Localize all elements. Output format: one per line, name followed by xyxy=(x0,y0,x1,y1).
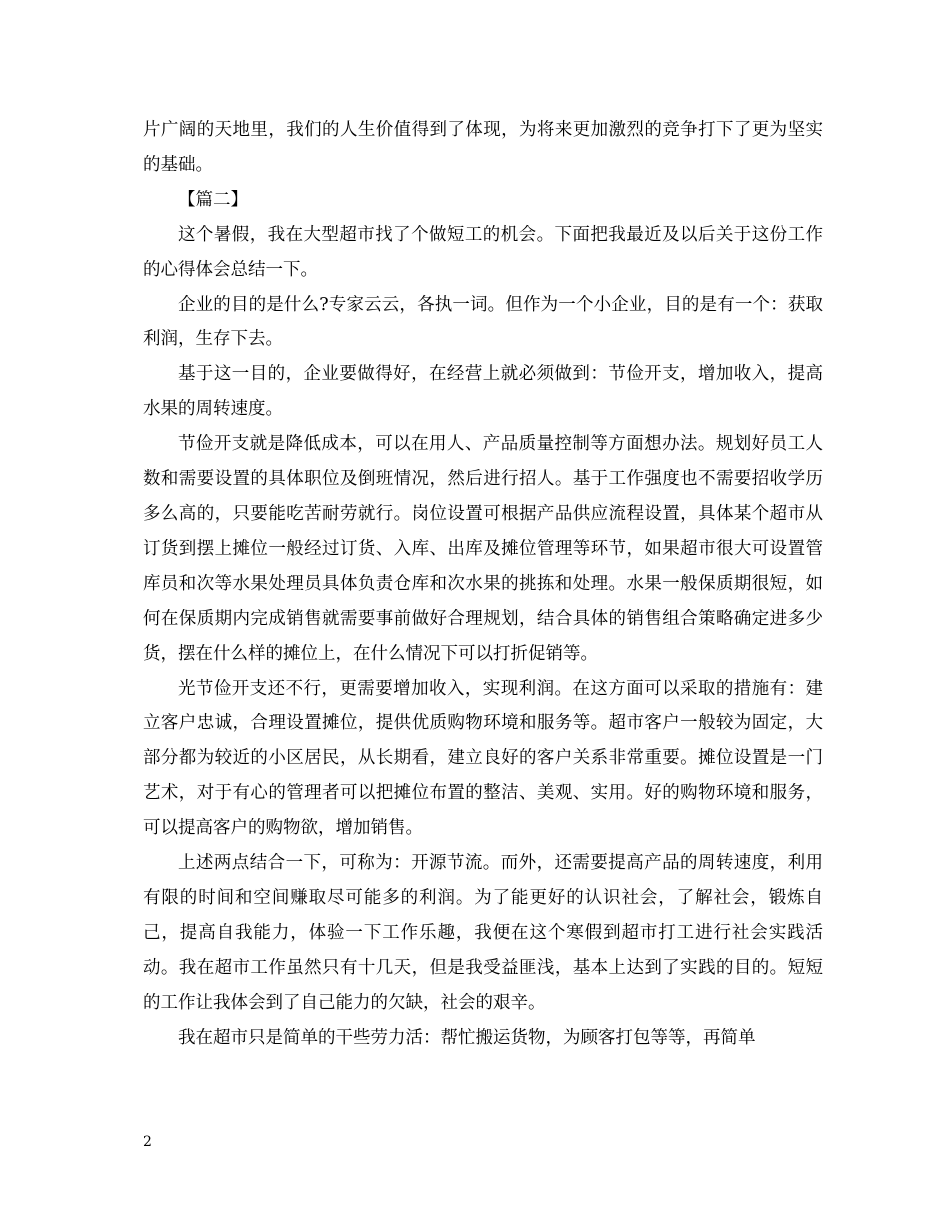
paragraph-3: 这个暑假，我在大型超市找了个做短工的机会。下面把我最近及以后关于这份工作的心得体会总结一下。 xyxy=(143,224,823,280)
paragraph-8: 上述两点结合一下，可称为：开源节流。而外，还需要提高产品的周转速度，利用有限的时间和空间赚取尽可能多的利润。为了能更好的认识社会，了解社会，锻炼自己，提高自我能力，体验一下工作乐趣，我便在这个寒假到超市打工进行社会实践活动。我在超市工作虽然只有十几天，但是我受益匪浅，基本上达到了实践的目的。短短的工作让我体会到了自己能力的欠缺，社会的艰辛。 xyxy=(143,853,823,1013)
section-heading: 【篇二】 xyxy=(178,189,248,210)
paragraph-1: 片广阔的天地里，我们的人生价值得到了体现，为将来更加激烈的竞争打下了更为坚实的基础。 xyxy=(143,120,823,175)
page-number: 2 xyxy=(143,1134,152,1150)
body-text xyxy=(143,113,823,1055)
paragraph-9: 我在超市只是简单的干些劳力活：帮忙搬运货物，为顾客打包等等，再简单 xyxy=(178,1027,756,1048)
paragraph-5: 基于这一目的，企业要做得好，在经营上就必须做到：节俭开支，增加收入，提高水果的周转速度。 xyxy=(143,364,823,420)
paragraph-7: 光节俭开支还不行，更需要增加收入，实现利润。在这方面可以采取的措施有：建立客户忠诚，合理设置摊位，提供优质购物环境和服务等。超市客户一般较为固定，大部分都为较近的小区居民，从长期看，建立良好的客户关系非常重要。摊位设置是一门艺术，对于有心的管理者可以把摊位布置的整洁、美观、实用。好的购物环境和服务，可以提高客户的购物欲，增加销售。 xyxy=(143,678,823,839)
paragraph-4: 企业的目的是什么?专家云云，各执一词。但作为一个小企业，目的是有一个：获取利润，生存下去。 xyxy=(143,294,823,350)
paragraph-6: 节俭开支就是降低成本，可以在用人、产品质量控制等方面想办法。规划好员工人数和需要设置的具体职位及倒班情况，然后进行招人。基于工作强度也不需要招收学历多么高的，只要能吃苦耐劳就行。岗位设置可根据产品供应流程设置，具体某个超市从订货到摆上摊位一般经过订货、入库、出库及摊位管理等环节，如果超市很大可设置管库员和次等水果处理员具体负责仓库和次水果的挑拣和处理。水果一般保质期很短，如何在保质期内完成销售就需要事前做好合理规划，结合具体的销售组合策略确定进多少货，摆在什么样的摊位上，在什么情况下可以打折促销等。 xyxy=(143,434,823,664)
